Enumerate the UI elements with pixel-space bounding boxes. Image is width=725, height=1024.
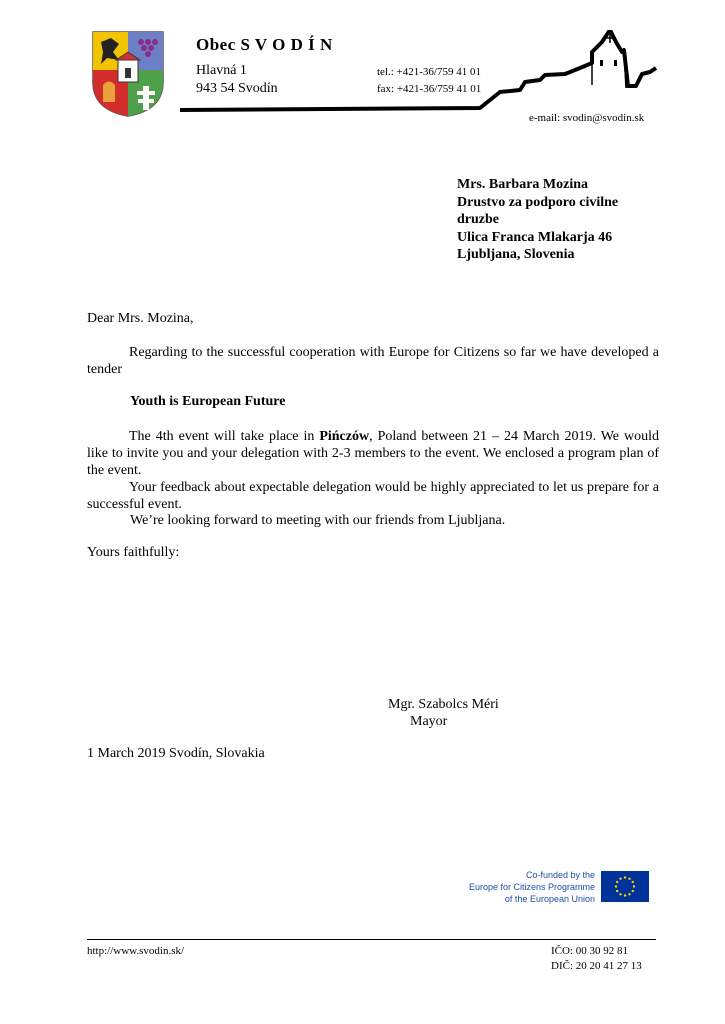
eu-star-icon bbox=[624, 894, 626, 896]
email-address: e-mail: svodin@svodin.sk bbox=[529, 112, 645, 124]
fax-number: fax: +421-36/759 41 01 bbox=[377, 83, 482, 95]
eu-star-icon bbox=[632, 890, 634, 892]
closing-phrase: Yours faithfully: bbox=[87, 545, 180, 560]
eu-star-icon bbox=[615, 885, 617, 887]
recipient-line: Drustvo za podporo civilne bbox=[457, 194, 619, 210]
footer-website-url: http://www.svodin.sk/ bbox=[87, 945, 185, 957]
body-paragraph-3: Your feedback about expectable delegation would be highly appreciated to let us prepare for a successful event. bbox=[87, 480, 659, 512]
recipient-line: Ljubljana, Slovenia bbox=[457, 247, 575, 262]
eu-star-icon bbox=[619, 893, 621, 895]
footer-divider bbox=[87, 939, 656, 940]
village-skyline-decoration bbox=[180, 30, 660, 115]
recipient-line: Mrs. Barbara Mozina bbox=[457, 177, 589, 192]
address-street: Hlavná 1 bbox=[196, 63, 247, 78]
body-paragraph-4: We’re looking forward to meeting with our friends from Ljubljana. bbox=[130, 513, 506, 528]
eu-star-icon bbox=[619, 878, 621, 880]
date-and-place: 1 March 2019 Svodín, Slovakia bbox=[87, 746, 265, 761]
company-id-ico: IČO: 00 30 92 81 bbox=[551, 945, 628, 957]
eu-star-icon bbox=[616, 890, 618, 892]
eu-flag-icon bbox=[601, 871, 649, 902]
eu-star-icon bbox=[616, 881, 618, 883]
body-paragraph-2 bbox=[87, 428, 659, 479]
paragraph-2-text-after: , Poland between 21 – 24 March 2019. We would like to invite you and your delegation with 2-3 members to the event. We enclosed a program plan of the event. bbox=[87, 429, 659, 478]
coat-of-arms-crest bbox=[91, 30, 165, 118]
salutation: Dear Mrs. Mozina, bbox=[87, 311, 194, 326]
recipient-address-block bbox=[457, 176, 618, 264]
signer-title: Mayor bbox=[410, 714, 448, 729]
paragraph-2-text-before: The 4th event will take place in bbox=[129, 429, 320, 444]
eu-text-line: of the European Union bbox=[504, 894, 595, 904]
eu-star-icon bbox=[624, 876, 626, 878]
eu-text-line: Co-funded by the bbox=[525, 870, 595, 880]
tender-title: Youth is European Future bbox=[130, 394, 286, 409]
signer-name: Mgr. Szabolcs Méri bbox=[388, 697, 499, 712]
eu-star-icon bbox=[632, 881, 634, 883]
tax-id-dic: DIČ: 20 20 41 27 13 bbox=[551, 960, 642, 972]
recipient-line: Ulica Franca Mlakarja 46 bbox=[457, 229, 613, 245]
eu-funding-text bbox=[440, 869, 595, 905]
recipient-line: druzbe bbox=[457, 212, 499, 227]
telephone-number: tel.: +421-36/759 41 01 bbox=[377, 66, 481, 78]
address-city: 943 54 Svodín bbox=[196, 81, 278, 96]
eu-star-icon bbox=[628, 893, 630, 895]
body-paragraph-1: Regarding to the successful cooperation with Europe for Citizens so far we have developed a tender bbox=[87, 345, 659, 377]
eu-text-line: Europe for Citizens Programme bbox=[468, 882, 595, 892]
eu-star-icon bbox=[633, 885, 635, 887]
org-name: Obec S V O D Í N bbox=[196, 35, 333, 54]
event-place: Pińczów bbox=[319, 429, 370, 444]
eu-star-icon bbox=[628, 878, 630, 880]
